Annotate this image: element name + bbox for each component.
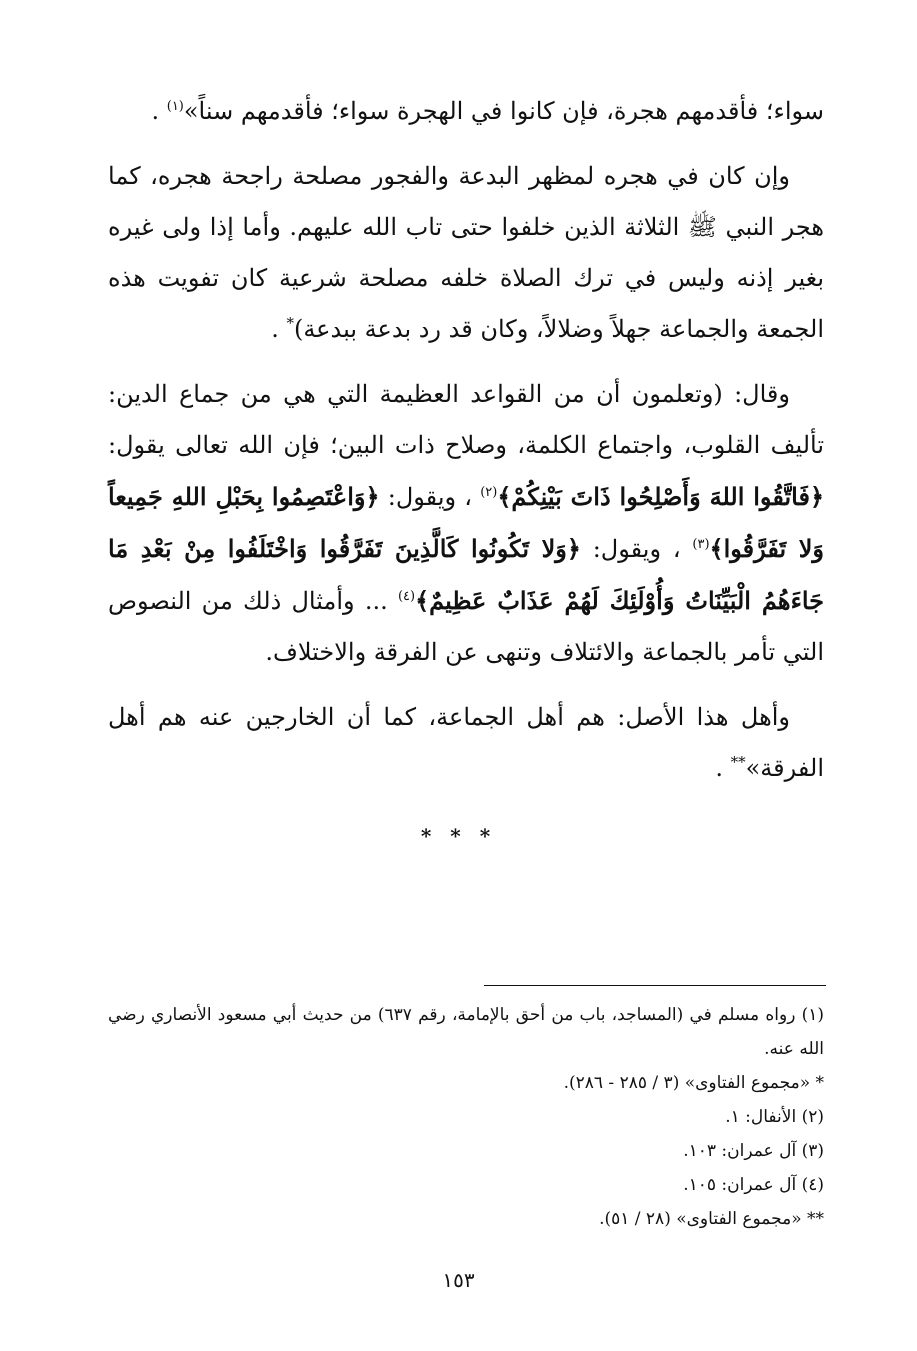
paragraph-3-part-3: ، ويقول: [580, 535, 693, 563]
quran-verse-1: ﴿فَاتَّقُوا اللهَ وَأَصْلِحُوا ذَاتَ بَيْنِكُمْ﴾ [497, 482, 825, 511]
footnote-star-1: * [286, 314, 294, 332]
footnote-ref-2: (٢) [480, 485, 498, 500]
paragraph-1 [108, 86, 824, 137]
paragraph-1-text: سواء؛ فأقدمهم هجرة، فإن كانوا في الهجرة سواء؛ فأقدمهم سناً» [183, 97, 824, 125]
paragraph-1-end: . [151, 97, 167, 125]
section-separator: * * * [420, 824, 497, 848]
footnote-divider [484, 985, 826, 986]
page-number: ١٥٣ [442, 1268, 475, 1292]
paragraph-4-text: وأهل هذا الأصل: هم أهل الجماعة، كما أن الخارجين عنه هم أهل الفرقة» [108, 703, 824, 782]
paragraph-4-end: . [715, 754, 731, 782]
footnote-star-1-text: * «مجموع الفتاوى» (٣ / ٢٨٥ - ٢٨٦). [563, 1073, 824, 1093]
paragraph-3-part-4: ... وأمثال ذلك من النصوص التي تأمر بالجماعة والائتلاف وتنهى عن الفرقة والاختلاف. [108, 587, 824, 666]
footnote-1: (١) رواه مسلم في (المساجد، باب من أحق بالإمامة، رقم ٦٣٧) من حديث أبي مسعود الأنصاري رضي الله عنه. [108, 1005, 825, 1059]
paragraph-3-part-2: ، ويقول: [379, 483, 481, 511]
paragraph-4 [108, 692, 824, 794]
footnote-4: (٤) آل عمران: ١٠٥. [683, 1175, 824, 1195]
paragraph-2-text: وإن كان في هجره لمظهر البدعة والفجور مصلحة راجحة هجره، كما هجر النبي ﷺ الثلاثة الذين خلفوا حتى تاب الله عليهم. وأما إذا ولى غيره بغير إذنه وليس في ترك الصلاة خلفه مصلحة شرعية كان تفويت هذه الجمعة والجماعة جهلاً وضلالاً، وكان قد رد بدعة ببدعة) [108, 162, 824, 343]
main-text [108, 86, 824, 808]
quran-verse-3: ﴿وَلا تَكُونُوا كَالَّذِينَ تَفَرَّقُوا وَاخْتَلَفُوا مِنْ بَعْدِ مَا جَاءَهُمُ الْبَيِّنَاتُ وَأُوْلَئِكَ لَهُمْ عَذَابٌ عَظِيمٌ﴾ [108, 534, 824, 615]
paragraph-3-part-1: وقال: (وتعلمون أن من القواعد العظيمة التي هي من جماع الدين: تأليف القلوب، واجتماع الكلمة، وصلاح ذات البين؛ فإن الله تعالى يقول: [108, 380, 825, 459]
footnotes [108, 998, 824, 1236]
paragraph-2-end: . [271, 315, 287, 343]
footnote-ref-4: (٤) [397, 589, 416, 604]
quran-verse-2: ﴿وَاعْتَصِمُوا بِحَبْلِ اللهِ جَمِيعاً وَلا تَفَرَّقُوا﴾ [108, 482, 824, 563]
footnote-star-2: ** [730, 753, 746, 771]
footnote-ref-3: (٣) [692, 537, 710, 552]
footnote-2: (٢) الأنفال: ١. [725, 1107, 824, 1127]
footnote-3: (٣) آل عمران: ١٠٣. [683, 1141, 824, 1161]
paragraph-2 [108, 151, 824, 355]
footnote-star-2-text: ** «مجموع الفتاوى» (٢٨ / ٥١). [599, 1209, 824, 1229]
footnote-ref-1: (١) [166, 99, 184, 114]
paragraph-3 [108, 369, 824, 678]
